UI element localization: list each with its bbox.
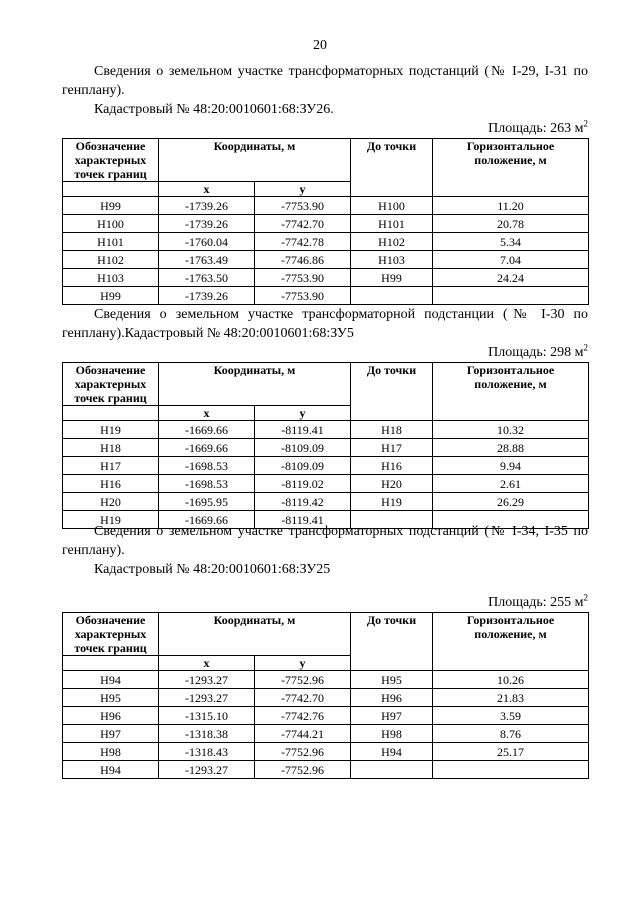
- section-zu26: [62, 62, 588, 305]
- table-cell: 10.26: [433, 671, 589, 689]
- table-cell: [433, 287, 589, 305]
- table-row: [63, 743, 589, 761]
- table-cell: Н100: [63, 215, 159, 233]
- header-horizontal: Горизонтальное положение, м: [433, 613, 589, 671]
- table-cell: 28.88: [433, 439, 589, 457]
- header-x: x: [159, 656, 255, 671]
- table-cell: -8119.42: [255, 493, 351, 511]
- table-cell: Н98: [351, 725, 433, 743]
- table-cell: -7742.78: [255, 233, 351, 251]
- header-x: x: [159, 406, 255, 421]
- table-cell: Н102: [63, 251, 159, 269]
- table-cell: 26.29: [433, 493, 589, 511]
- coordinates-table: [62, 362, 589, 529]
- table-cell: 24.24: [433, 269, 589, 287]
- table-cell: -7742.76: [255, 707, 351, 725]
- table-row: [63, 287, 589, 305]
- table-cell: Н100: [351, 197, 433, 215]
- table-cell: Н99: [351, 269, 433, 287]
- table-cell: 25.17: [433, 743, 589, 761]
- table-cell: Н96: [63, 707, 159, 725]
- area-label: Площадь: 298 $м^2$: [488, 342, 588, 360]
- table-cell: -1318.38: [159, 725, 255, 743]
- table-cell: Н95: [351, 671, 433, 689]
- cadastral-number: Кадастровый № 48:20:0010601:68:ЗУ25: [94, 562, 331, 577]
- table-cell: [351, 287, 433, 305]
- table-cell: [351, 761, 433, 779]
- table-row: [63, 421, 589, 439]
- table-cell: -1698.53: [159, 475, 255, 493]
- table-row: [63, 761, 589, 779]
- table-row: [63, 493, 589, 511]
- header-coordinates: Координаты, м: [159, 363, 351, 406]
- table-cell: Н19: [63, 421, 159, 439]
- table-cell: -1760.04: [159, 233, 255, 251]
- table-cell: Н94: [63, 671, 159, 689]
- table-cell: Н97: [351, 707, 433, 725]
- table-cell: Н103: [63, 269, 159, 287]
- table-cell: -8119.41: [255, 511, 351, 529]
- table-cell: 21.83: [433, 689, 589, 707]
- table-cell: -1293.27: [159, 671, 255, 689]
- table-cell: -7752.96: [255, 743, 351, 761]
- table-row: [63, 457, 589, 475]
- header-coordinates: Координаты, м: [159, 139, 351, 182]
- table-cell: -1695.95: [159, 493, 255, 511]
- header-y: y: [255, 656, 351, 671]
- table-row: [63, 197, 589, 215]
- table-cell: 9.94: [433, 457, 589, 475]
- table-cell: Н96: [351, 689, 433, 707]
- section-intro: Сведения о земельном участке трансформаторной подстанции (№ I-30 по генплану).Кадастровый № 48:20:0010601:68:ЗУ5: [62, 307, 588, 341]
- table-cell: Н101: [351, 215, 433, 233]
- table-cell: -1763.49: [159, 251, 255, 269]
- table-cell: -1669.66: [159, 421, 255, 439]
- table-cell: -8109.09: [255, 457, 351, 475]
- table-cell: -8119.41: [255, 421, 351, 439]
- header-designation: Обозначение характерных точек границ: [63, 613, 159, 656]
- table-cell: Н99: [63, 197, 159, 215]
- coordinates-table: [62, 612, 589, 779]
- table-cell: -8109.09: [255, 439, 351, 457]
- header-horizontal: Горизонтальное положение, м: [433, 363, 589, 421]
- table-cell: -1293.27: [159, 689, 255, 707]
- table-cell: Н19: [351, 493, 433, 511]
- table-row: [63, 475, 589, 493]
- section-zu25: [62, 522, 588, 779]
- table-row: [63, 671, 589, 689]
- table-cell: -1739.26: [159, 215, 255, 233]
- table-cell: Н99: [63, 287, 159, 305]
- table-cell: -7752.96: [255, 671, 351, 689]
- table-cell: -1698.53: [159, 457, 255, 475]
- section-intro: Сведения о земельном участке трансформаторных подстанций (№ I-34, I-35 по генплану).: [62, 524, 588, 558]
- header-to-point: До точки: [351, 139, 433, 197]
- header-x: x: [159, 182, 255, 197]
- table-cell: 7.04: [433, 251, 589, 269]
- header-horizontal: Горизонтальное положение, м: [433, 139, 589, 197]
- area-label: Площадь: 255 $м^2$: [488, 592, 588, 610]
- table-row: [63, 707, 589, 725]
- header-to-point: До точки: [351, 613, 433, 671]
- table-cell: -7746.86: [255, 251, 351, 269]
- table-cell: -1669.66: [159, 511, 255, 529]
- table-row: [63, 725, 589, 743]
- page-number: 20: [313, 38, 327, 53]
- table-row: [63, 251, 589, 269]
- table-cell: -1293.27: [159, 761, 255, 779]
- table-row: [63, 689, 589, 707]
- table-cell: -7742.70: [255, 689, 351, 707]
- section-zu5: [62, 305, 588, 529]
- table-cell: Н97: [63, 725, 159, 743]
- section-intro: Сведения о земельном участке трансформаторных подстанций (№ I-29, I-31 по генплану).: [62, 64, 588, 98]
- table-cell: Н19: [63, 511, 159, 529]
- table-cell: Н95: [63, 689, 159, 707]
- table-cell: Н98: [63, 743, 159, 761]
- header-designation: Обозначение характерных точек границ: [63, 363, 159, 406]
- table-cell: Н103: [351, 251, 433, 269]
- table-cell: -1739.26: [159, 287, 255, 305]
- table-row: [63, 269, 589, 287]
- table-cell: Н18: [63, 439, 159, 457]
- table-cell: -1315.10: [159, 707, 255, 725]
- header-designation: Обозначение характерных точек границ: [63, 139, 159, 182]
- table-cell: 5.34: [433, 233, 589, 251]
- table-cell: 20.78: [433, 215, 589, 233]
- table-cell: -7753.90: [255, 287, 351, 305]
- table-cell: -1318.43: [159, 743, 255, 761]
- table-cell: -7742.70: [255, 215, 351, 233]
- table-cell: 11.20: [433, 197, 589, 215]
- header-coordinates: Координаты, м: [159, 613, 351, 656]
- table-cell: -1669.66: [159, 439, 255, 457]
- table-cell: Н17: [351, 439, 433, 457]
- table-cell: Н102: [351, 233, 433, 251]
- table-cell: -1763.50: [159, 269, 255, 287]
- cadastral-number: Кадастровый № 48:20:0010601:68:ЗУ26.: [94, 102, 334, 117]
- table-cell: Н94: [63, 761, 159, 779]
- table-cell: 3.59: [433, 707, 589, 725]
- header-y: y: [255, 182, 351, 197]
- table-cell: Н94: [351, 743, 433, 761]
- table-row: [63, 439, 589, 457]
- area-label: Площадь: 263 $м^2$: [488, 118, 588, 136]
- table-cell: Н20: [351, 475, 433, 493]
- table-cell: 8.76: [433, 725, 589, 743]
- table-cell: [433, 761, 589, 779]
- table-cell: Н101: [63, 233, 159, 251]
- table-cell: -7753.90: [255, 269, 351, 287]
- coordinates-table: [62, 138, 589, 305]
- table-cell: -7753.90: [255, 197, 351, 215]
- table-cell: -1739.26: [159, 197, 255, 215]
- table-cell: -7752.96: [255, 761, 351, 779]
- table-cell: Н20: [63, 493, 159, 511]
- table-cell: -8119.02: [255, 475, 351, 493]
- table-cell: -7744.21: [255, 725, 351, 743]
- table-cell: 10.32: [433, 421, 589, 439]
- table-cell: Н17: [63, 457, 159, 475]
- header-y: y: [255, 406, 351, 421]
- table-cell: Н16: [63, 475, 159, 493]
- table-cell: Н16: [351, 457, 433, 475]
- header-to-point: До точки: [351, 363, 433, 421]
- table-row: [63, 215, 589, 233]
- table-cell: 2.61: [433, 475, 589, 493]
- table-cell: Н18: [351, 421, 433, 439]
- table-row: [63, 233, 589, 251]
